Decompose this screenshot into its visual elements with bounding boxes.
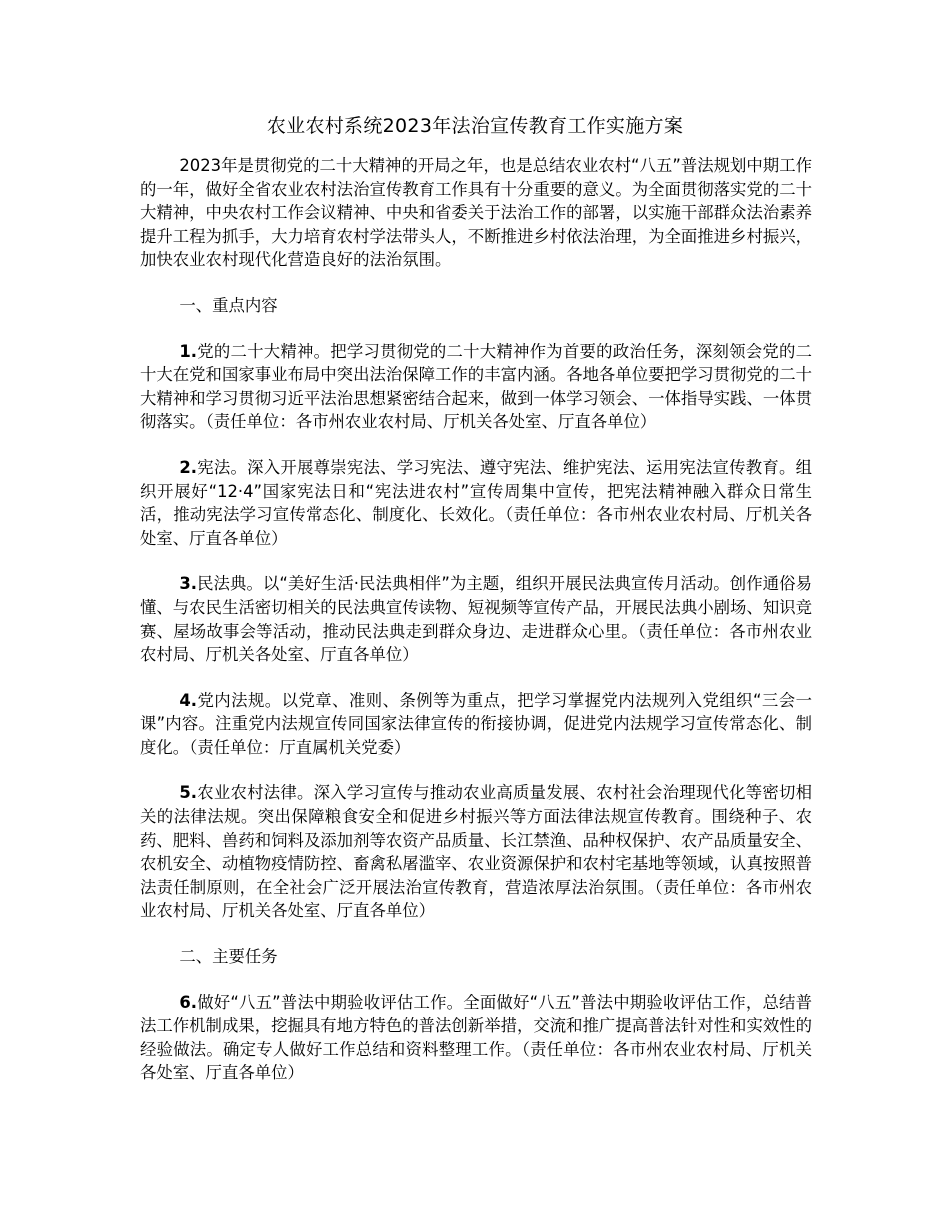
item-text: 党的二十大精神。把学习贯彻党的二十大精神作为首要的政治任务，深刻领会党的二十大在党和国家事业布局中突出法治保障工作的丰富内涵。各地各单位要把学习贯彻党的二十大精神和学习贯彻习近平法治思想紧密结合起来，做到一体学习领会、一体指导实践、一体贯彻落实。（责任单位：各市州农业农村局、厅机关各处室、厅直各单位） [140,341,813,432]
item-text: 宪法。深入开展尊崇宪法、学习宪法、遵守宪法、维护宪法、运用宪法宣传教育。组织开展好“12·4”国家宪法日和“宪法进农村”宣传周集中宣传，把宪法精神融入群众日常生活，推动宪法学习宣传常态化、制度化、长效化。（责任单位：各市州农业农村局、厅机关各处室、厅直各单位） [140,457,812,548]
item-paragraph-2 [140,456,812,550]
item-paragraph-3 [140,572,812,666]
section-heading-main-tasks: 二、主要任务 [179,947,278,967]
task-text: 。全面做好“八五”普法中期验收评估工作，总结普法工作机制成果，挖掘具有地方特色的普法创新举措，交流和推广提高普法针对性和实效性的经验做法。确定专人做好工作总结和资料整理工作。（责任单位：各市州农业农村局、厅机关各处室、厅直各单位） [140,992,813,1083]
task-paragraph-6 [140,991,812,1085]
task-number: 6. [179,992,197,1012]
item-paragraph-4 [140,689,812,760]
document-title: 农业农村系统2023年法治宣传教育工作实施方案 [266,115,684,137]
item-text: 党内法规。以党章、准则、条例等为重点，把学习掌握党内法规列入党组织“三会一课”内容。注重党内法规宣传同国家法律宣传的衔接协调，促进党内法规学习宣传常态化、制度化。（责任单位：厅直属机关党委） [140,690,812,757]
section-heading-key-content: 一、重点内容 [179,295,278,315]
item-number: 3. [179,574,197,594]
intro-paragraph: 2023年是贯彻党的二十大精神的开局之年，也是总结农业农村“八五”普法规划中期工作的一年，做好全省农业农村法治宣传教育工作具有十分重要的意义。为全面贯彻落实党的二十大精神，中央农村工作会议精神、中央和省委关于法治工作的部署，以实施干部群众法治素养提升工程为抓手，大力培育农村学法带头人，不断推进乡村依法治理，为全面推进乡村振兴，加快农业农村现代化营造良好的法治氛围。 [140,156,813,270]
item-number: 5. [179,783,197,803]
task-bold-title: 做好“八五”普法中期验收评估工作 [197,992,447,1012]
item-number: 4. [179,690,197,710]
item-text: 民法典。以“美好生活·民法典相伴”为主题，组织开展民法典宣传月活动。创作通俗易懂、与农民生活密切相关的民法典宣传读物、短视频等宣传产品，开展民法典小剧场、知识竞赛、屋场故事会等活动，推动民法典走到群众身边、走进群众心里。（责任单位：各市州农业农村局、厅机关各处室、厅直各单位） [140,574,813,665]
item-paragraph-5 [140,781,812,923]
item-number: 2. [179,457,197,477]
item-paragraph-1 [140,340,812,434]
item-text: 农业农村法律。深入学习宣传与推动农业高质量发展、农村社会治理现代化等密切相关的法律法规。突出保障粮食安全和促进乡村振兴等方面法律法规宣传教育。围绕种子、农药、肥料、兽药和饲料及添加剂等农资产品质量、长江禁渔、品种权保护、农产品质量安全、农机安全、动植物疫情防控、畜禽私屠滥宰、农业资源保护和农村宅基地等领域，认真按照普法责任制原则，在全社会广泛开展法治宣传教育，营造浓厚法治氛围。（责任单位：各市州农业农村局、厅机关各处室、厅直各单位） [140,783,813,921]
item-number: 1. [179,341,197,361]
document-body [140,154,812,1107]
